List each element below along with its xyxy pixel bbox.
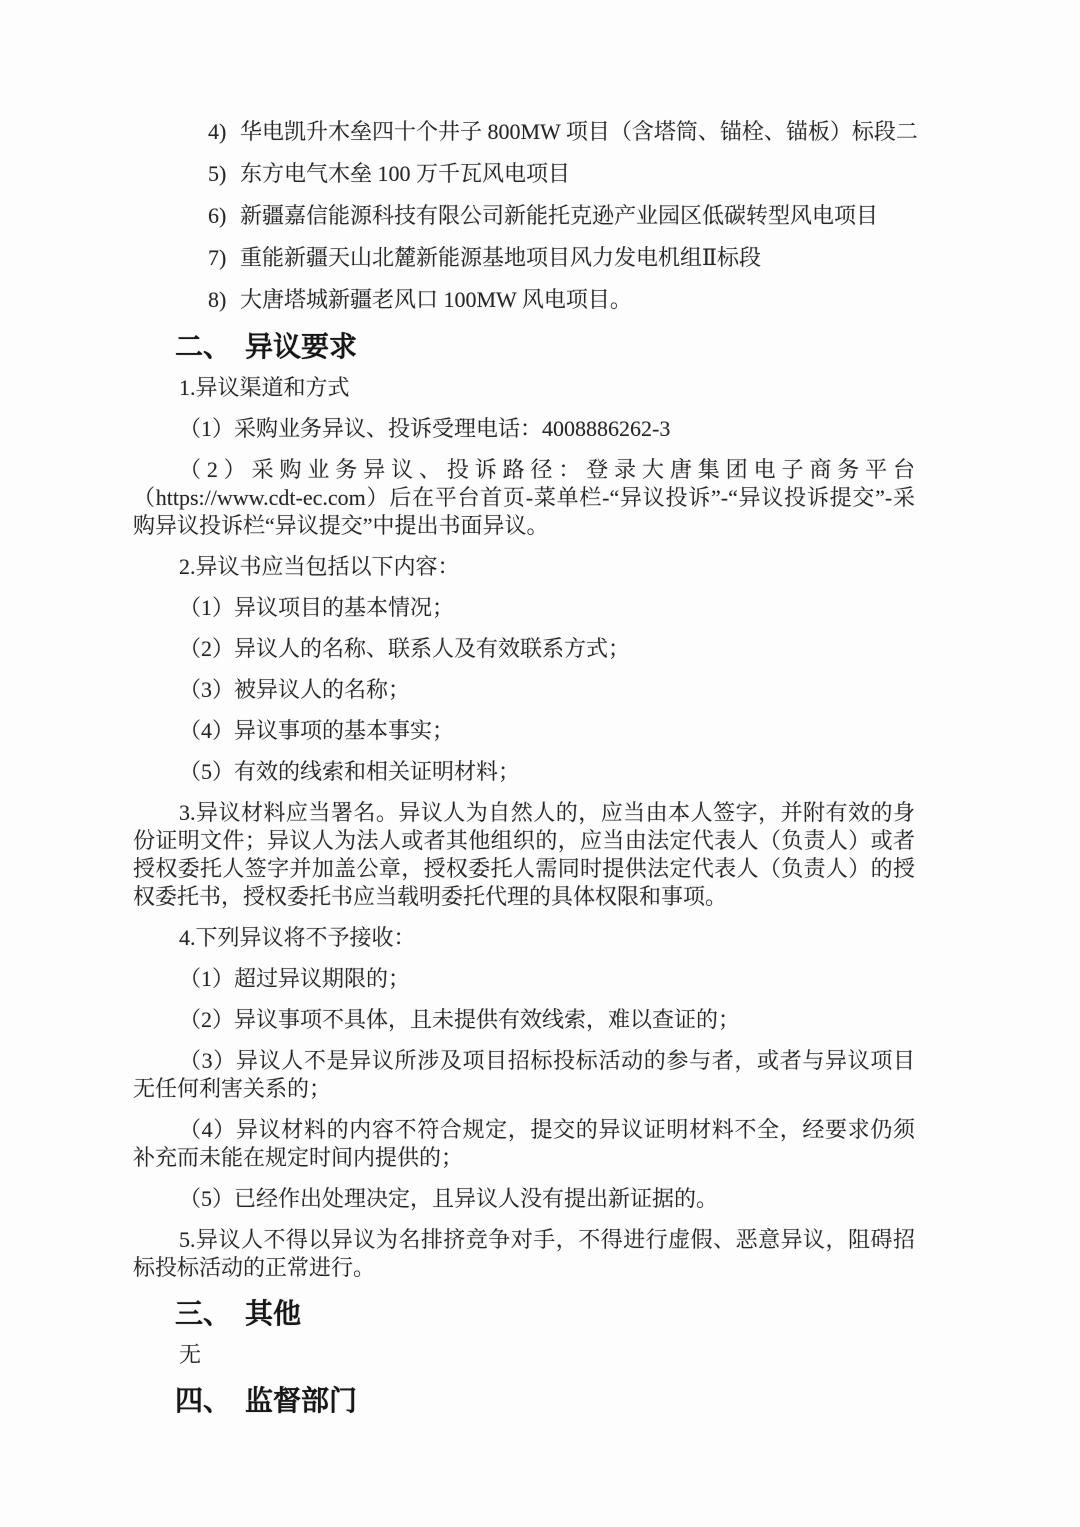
- project-list-item-8: [133, 286, 915, 314]
- para-rejection-item-1: （1）超过异议期限的；: [179, 966, 411, 991]
- list-item-number: 5): [208, 161, 227, 186]
- list-item-number: 8): [208, 287, 227, 312]
- section-title: 异议要求: [245, 331, 358, 362]
- list-item-number: 7): [208, 245, 227, 270]
- section-title: 监督部门: [245, 1385, 358, 1416]
- list-item-text: 东方电气木垒 100 万千瓦风电项目: [240, 161, 571, 186]
- project-list-item-4: [133, 118, 918, 146]
- para-other-none: 无: [179, 1342, 202, 1367]
- list-item-text: 新疆嘉信能源科技有限公司新能托克逊产业园区低碳转型风电项目: [240, 203, 879, 228]
- section-number: 三、: [175, 1298, 232, 1329]
- project-list-item-6: [133, 202, 915, 230]
- para-letter-contents-intro: 2.异议书应当包括以下内容：: [179, 554, 460, 579]
- para-letter-item-1: （1）异议项目的基本情况；: [179, 595, 455, 620]
- section-number: 二、: [175, 331, 232, 362]
- section-heading-supervision: [175, 1382, 915, 1420]
- para-objection-path: （2）采购业务异议、投诉路径：登录大唐集团电子商务平台（https://www.cdt-ec.com）后在平台首页-菜单栏-“异议投诉”-“异议投诉提交”-采购异议投诉栏“异议提交”中提出书面异议。: [133, 457, 915, 538]
- list-item-text: 华电凯升木垒四十个井子 800MW 项目（含塔筒、锚栓、锚板）标段二: [240, 119, 918, 144]
- para-rejection-item-3: （3）异议人不是异议所涉及项目招标投标活动的参与者，或者与异议项目无任何利害关系的；: [133, 1048, 915, 1101]
- section-heading-objection-requirements: [175, 328, 915, 366]
- para-letter-item-5: （5）有效的线索和相关证明材料；: [179, 759, 521, 784]
- para-signature-requirement: 3.异议材料应当署名。异议人为自然人的，应当由本人签字，并附有效的身份证明文件；异议人为法人或者其他组织的，应当由法定代表人（负责人）或者授权委托人签字并加盖公章，授权委托人需同时提供法定代表人（负责人）的授权委托书，授权委托书应当载明委托代理的具体权限和事项。: [133, 800, 915, 909]
- para-letter-item-3: （3）被异议人的名称；: [179, 677, 411, 702]
- list-item-text: 大唐塔城新疆老风口 100MW 风电项目。: [240, 287, 632, 312]
- para-rejection-intro: 4.下列异议将不予接收：: [179, 925, 416, 950]
- section-heading-other: [175, 1295, 915, 1333]
- para-objection-channel-intro: 1.异议渠道和方式: [179, 375, 350, 400]
- project-list-item-5: [133, 160, 915, 188]
- para-letter-item-2: （2）异议人的名称、联系人及有效联系方式；: [179, 636, 631, 661]
- para-objection-phone: （1）采购业务异议、投诉受理电话：4008886262-3: [179, 416, 671, 441]
- para-rejection-item-4: （4）异议材料的内容不符合规定，提交的异议证明材料不全，经要求仍须补充而未能在规定时间内提供的；: [133, 1117, 915, 1170]
- para-no-malicious-objection: 5.异议人不得以异议为名排挤竞争对手，不得进行虚假、恶意异议，阻碍招标投标活动的正常进行。: [133, 1227, 915, 1280]
- para-rejection-item-2: （2）异议事项不具体，且未提供有效线索，难以查证的；: [179, 1007, 741, 1032]
- section-title: 其他: [245, 1298, 302, 1329]
- list-item-number: 6): [208, 203, 227, 228]
- para-rejection-item-5: （5）已经作出处理决定，且异议人没有提出新证据的。: [179, 1186, 719, 1211]
- project-list-item-7: [133, 244, 915, 272]
- list-item-number: 4): [208, 119, 227, 144]
- document-content: [133, 118, 918, 1428]
- list-item-text: 重能新疆天山北麓新能源基地项目风力发电机组Ⅱ标段: [240, 245, 761, 270]
- para-letter-item-4: （4）异议事项的基本事实；: [179, 718, 455, 743]
- section-number: 四、: [175, 1385, 232, 1416]
